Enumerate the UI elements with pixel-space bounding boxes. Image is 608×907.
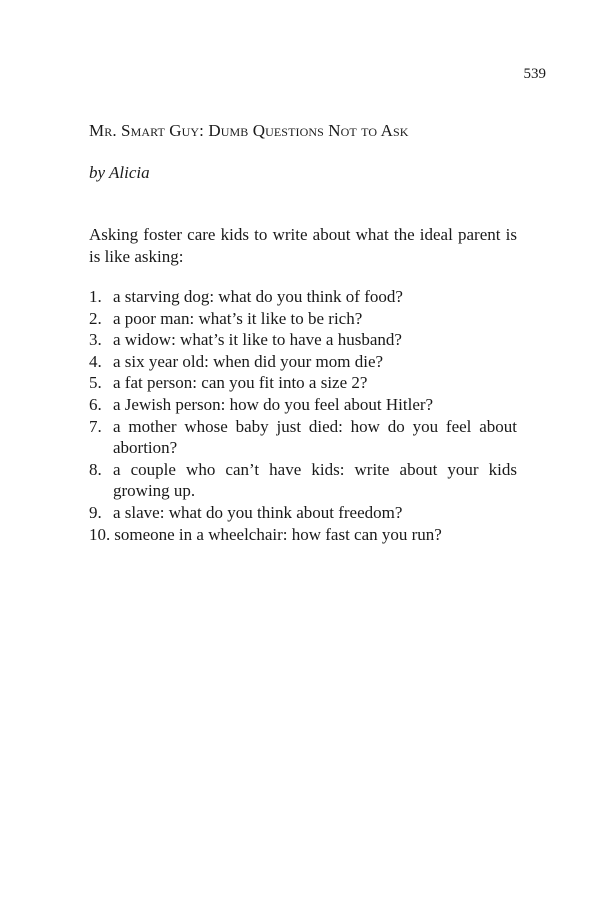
list-item-number: 5. [89,373,102,393]
list-item-number: 7. [89,416,102,436]
list-item-text: a six year old: when did your mom die? [113,351,384,371]
list-item-text: a mother whose baby just died: how do you feel about abortion? [113,416,517,458]
list-item [89,286,517,308]
list-item-text: a Jewish person: how do you feel about Hitler? [113,394,434,414]
list-item-number: 9. [89,502,102,522]
list-item [89,329,517,351]
question-list [89,286,517,545]
list-item-number: 1. [89,287,102,306]
list-item [89,502,517,524]
list-item [89,394,517,416]
list-item-text: a slave: what do you think about freedom? [113,502,403,522]
list-item [89,308,517,330]
list-item-number: 10. [89,524,111,544]
list-item-text: someone in a wheelchair: how fast can you run? [114,524,442,544]
list-item [89,459,517,502]
list-item-text: a widow: what’s it like to have a husband? [113,330,402,350]
list-item-number: 6. [89,394,102,414]
author-byline: by Alicia [89,163,150,182]
list-item [89,351,517,373]
list-item-number: 3. [89,330,102,350]
list-item [89,372,517,394]
list-item-number: 4. [89,351,102,371]
list-item [89,524,517,546]
list-item-number: 8. [89,459,102,479]
intro-paragraph: Asking foster care kids to write about what the ideal parent is is like asking: [89,225,517,266]
article-title: Mr. Smart Guy: Dumb Questions Not to Ask [89,121,409,140]
list-item-text: a couple who can’t have kids: write about your kids growing up. [113,459,517,501]
list-item [89,416,517,459]
list-item-number: 2. [89,308,102,328]
list-item-text: a poor man: what’s it like to be rich? [113,308,363,328]
list-item-text: a starving dog: what do you think of food? [113,287,403,306]
page-number: 539 [523,66,546,82]
list-item-text: a fat person: can you fit into a size 2? [113,373,368,393]
